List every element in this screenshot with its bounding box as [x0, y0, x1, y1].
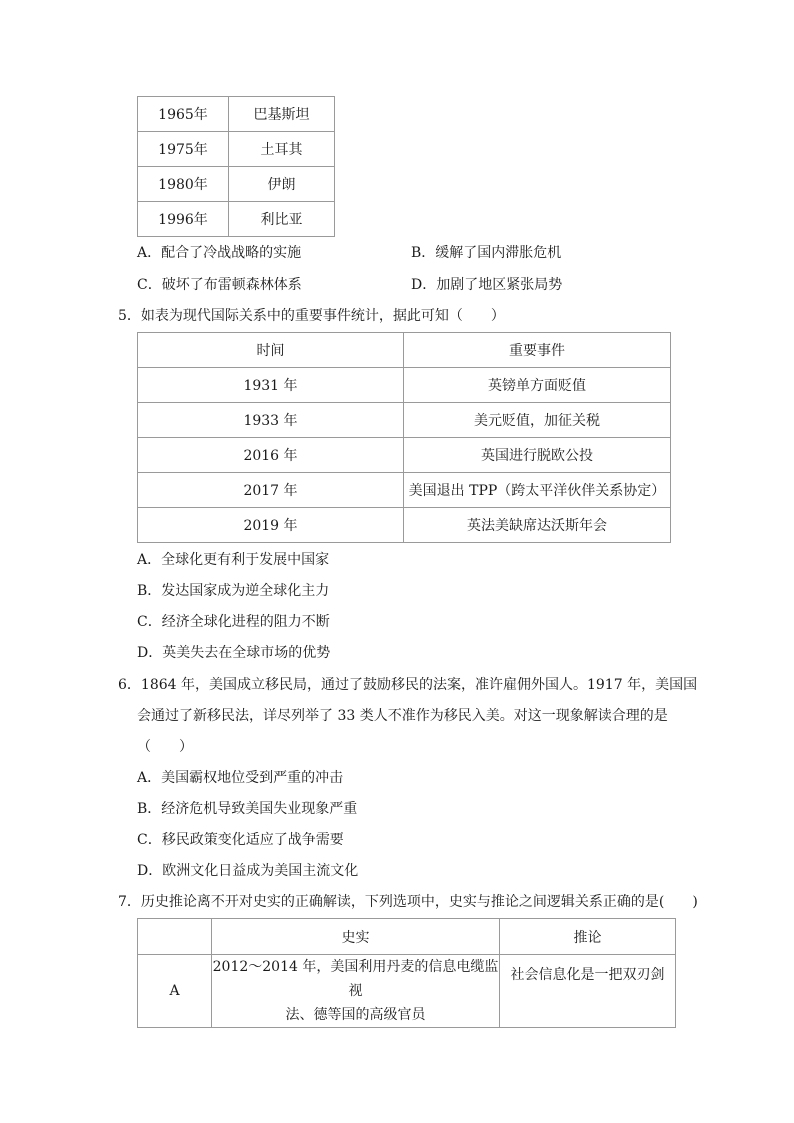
q5-option-a: A．全球化更有利于发展中国家	[137, 552, 330, 568]
table-cell: 1933 年	[138, 403, 404, 438]
table-row	[138, 438, 671, 473]
table-cell: 英法美缺席达沃斯年会	[404, 508, 671, 543]
q4-option-d: D．加剧了地区紧张局势	[411, 277, 563, 293]
table-row	[138, 955, 676, 1028]
table-cell: 美国退出 TPP（跨太平洋伙伴关系协定）	[404, 473, 671, 508]
table-header-cell: 推论	[500, 919, 676, 955]
table-header-cell: 时间	[138, 333, 404, 368]
q7-stem: 7．历史推论离不开对史实的正确解读，下列选项中，史实与推论之间逻辑关系正确的是( )	[118, 894, 698, 910]
q7-fact-inference-table	[137, 918, 676, 1028]
table-cell: 2016 年	[138, 438, 404, 473]
q5-option-b: B．发达国家成为逆全球化主力	[137, 583, 330, 599]
q4-option-a: A．配合了冷战战略的实施	[137, 245, 302, 261]
table-row	[138, 167, 335, 202]
q4-option-b: B．缓解了国内滞胀危机	[411, 245, 562, 261]
fact-line: 法、德等国的高级官员	[285, 1007, 426, 1023]
q6-stem-line3: （ ）	[137, 739, 193, 755]
q6-option-d: D．欧洲文化日益成为美国主流文化	[137, 863, 359, 879]
table-cell: 英镑单方面贬值	[404, 368, 671, 403]
table-row	[138, 508, 671, 543]
q5-option-d: D．英美失去在全球市场的优势	[137, 645, 331, 661]
table-cell: 利比亚	[229, 202, 335, 237]
q5-stem: 5．如表为现代国际关系中的重要事件统计，据此可知（ ）	[118, 308, 505, 324]
table-row	[138, 97, 335, 132]
table-cell: 1965年	[138, 97, 229, 132]
q6-option-b: B．经济危机导致美国失业现象严重	[137, 801, 358, 817]
q6-option-c: C．移民政策变化适应了战争需要	[137, 832, 344, 848]
table-cell: 巴基斯坦	[229, 97, 335, 132]
table-row	[138, 202, 335, 237]
table-row	[138, 403, 671, 438]
fact-line: 2012～2014 年，美国利用丹麦的信息电缆监视	[212, 959, 499, 999]
table-cell: 1996年	[138, 202, 229, 237]
table-cell: 美元贬值，加征关税	[404, 403, 671, 438]
country-year-table	[137, 96, 335, 237]
table-cell: 土耳其	[229, 132, 335, 167]
table-cell: 1975年	[138, 132, 229, 167]
table-cell: 2017 年	[138, 473, 404, 508]
q5-events-table	[137, 332, 671, 543]
table-cell: 1980年	[138, 167, 229, 202]
table-cell: 英国进行脱欧公投	[404, 438, 671, 473]
table-cell: 2019 年	[138, 508, 404, 543]
table-row	[138, 132, 335, 167]
table-header-row	[138, 919, 676, 955]
table-header-cell	[138, 919, 212, 955]
row-label: A	[138, 955, 212, 1028]
inference-cell: 社会信息化是一把双刃剑	[500, 955, 676, 1028]
q6-stem-line2: 会通过了新移民法，详尽列举了 33 类人不准作为移民入美。对这一现象解读合理的是	[137, 708, 668, 724]
table-cell: 伊朗	[229, 167, 335, 202]
fact-cell	[212, 955, 500, 1028]
q6-option-a: A．美国霸权地位受到严重的冲击	[137, 770, 344, 786]
q6-stem-line1: 6．1864 年，美国成立移民局，通过了鼓励移民的法案，准许雇佣外国人。1917 年，美国国	[118, 677, 698, 693]
q4-option-c: C．破坏了布雷顿森林体系	[137, 277, 302, 293]
table-row	[138, 368, 671, 403]
q5-option-c: C．经济全球化进程的阻力不断	[137, 614, 330, 630]
table-header-cell: 重要事件	[404, 333, 671, 368]
table-header-cell: 史实	[212, 919, 500, 955]
table-cell: 1931 年	[138, 368, 404, 403]
table-row	[138, 473, 671, 508]
table-header-row	[138, 333, 671, 368]
